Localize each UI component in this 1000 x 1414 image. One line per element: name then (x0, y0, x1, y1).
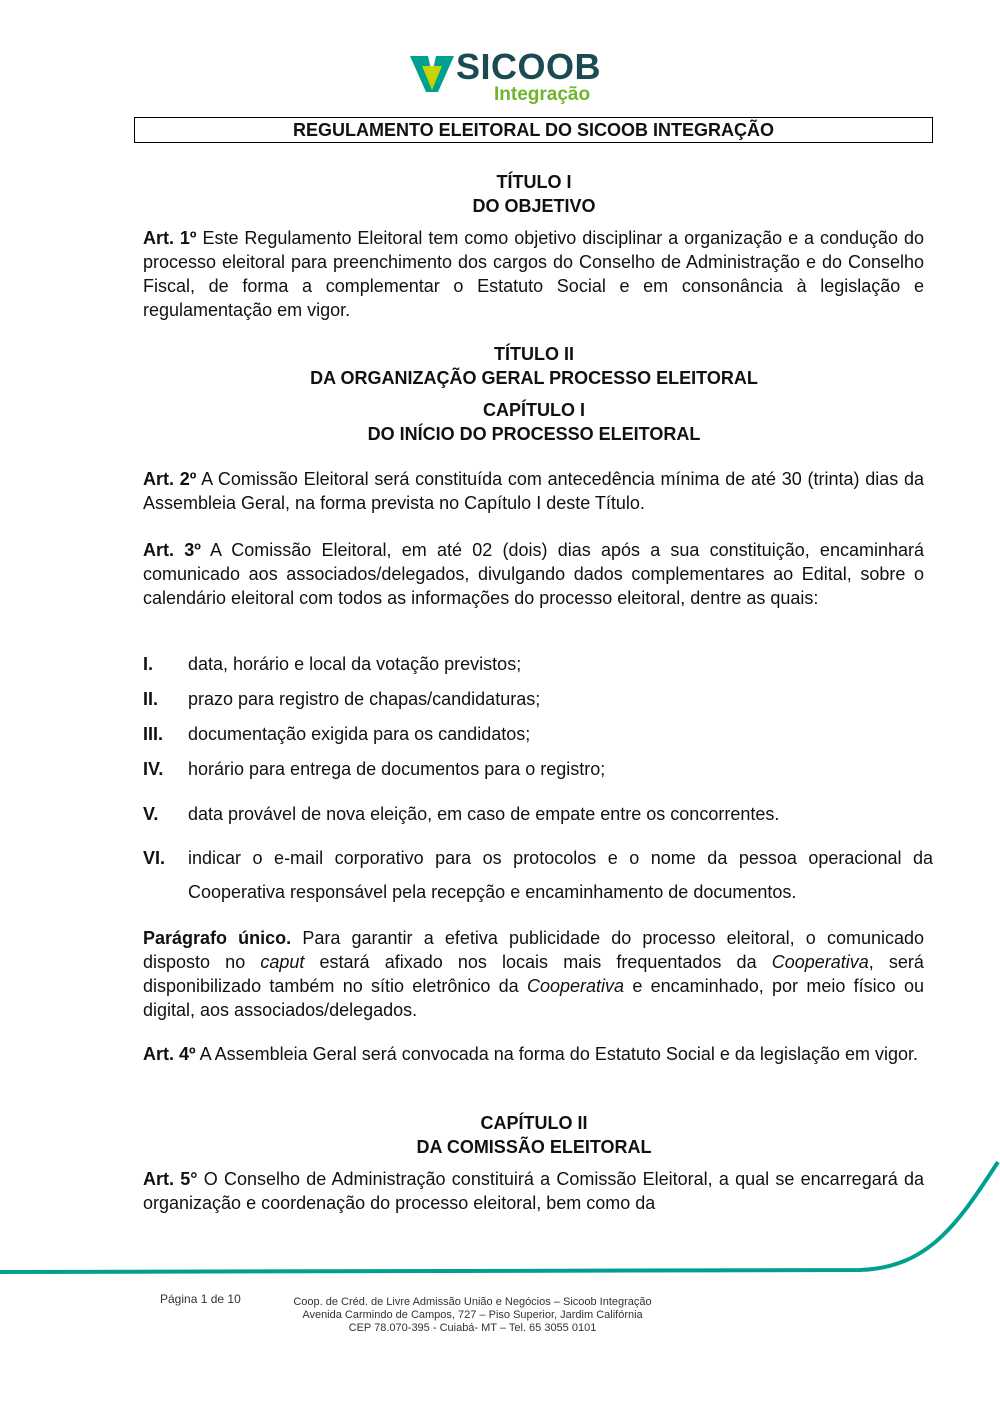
titulo-2-subheading: DA ORGANIZAÇÃO GERAL PROCESSO ELEITORAL (310, 368, 758, 388)
list-item-number: II. (143, 689, 159, 709)
titulo-1-subheading: DO OBJETIVO (472, 196, 596, 216)
footer-line-3: CEP 78.070-395 - Cuiabá- MT – Tel. 65 3055 0101 (348, 1322, 597, 1334)
paragrafo-text: estará afixado nos locais mais frequentados da (319, 952, 757, 972)
art-2-text: A Comissão Eleitoral será constituída com antecedência mínima de até 30 (trinta) dias da Assembleia Geral, na forma prevista no Capítulo I deste Título. (143, 469, 924, 513)
paragrafo-text: Para garantir a efetiva publicidade do processo eleitoral, o comunicado disposto no (143, 928, 925, 972)
titulo-1-heading: TÍTULO I (496, 172, 572, 192)
list-item-text-continuation: Cooperativa responsável pela recepção e encaminhamento de documentos. (188, 882, 797, 902)
art-3-text: A Comissão Eleitoral, em até 02 (dois) dias após a sua constituição, encaminhará comunicado aos associados/delegados, divulgando dados complementares ao Edital, sobre o calendário eleitoral com todos as informações do processo eleitoral, dentre as quais: (143, 540, 924, 608)
titulo-2-heading: TÍTULO II (494, 344, 574, 364)
capitulo-1-heading: CAPÍTULO I (483, 400, 585, 420)
list-item-text: data provável de nova eleição, em caso de empate entre os concorrentes. (188, 804, 780, 824)
footer-line-2: Avenida Carmindo de Campos, 727 – Piso Superior, Jardim Califórnia (302, 1309, 643, 1321)
paragrafo-italic: caput (260, 952, 305, 972)
footer-wave-decoration (0, 1160, 1000, 1280)
list-item-number: IV. (143, 759, 164, 779)
art-1-label: Art. 1º (143, 228, 197, 248)
page-number: Página 1 de 10 (160, 1292, 241, 1306)
paragrafo-italic: Cooperativa (526, 976, 625, 996)
footer-line-1: Coop. de Créd. de Livre Admissão União e Negócios – Sicoob Integração (293, 1296, 652, 1308)
paragrafo-unico (143, 926, 924, 1022)
capitulo-2-heading: CAPÍTULO II (480, 1113, 588, 1133)
art-5-text: O Conselho de Administração constituirá a Comissão Eleitoral, a qual se encarregará da organização e coordenação do processo eleitoral, bem como da (143, 1169, 924, 1213)
list-item-text: horário para entrega de documentos para o registro; (188, 759, 606, 779)
logo-brand: SICOOB (456, 46, 602, 87)
footer-address (270, 1296, 675, 1335)
paragrafo-text: , será disponibilizado também no sítio eletrônico da (143, 952, 924, 996)
list-item-text: documentação exigida para os candidatos; (188, 724, 531, 744)
document-title: REGULAMENTO ELEITORAL DO SICOOB INTEGRAÇÃO (134, 117, 933, 143)
list-item-number: VI. (143, 848, 166, 868)
logo-subtitle: Integração (494, 84, 591, 105)
art-1-text: Este Regulamento Eleitoral tem como objetivo disciplinar a organização e a condução do processo eleitoral para preenchimento dos cargos do Conselho de Administração e do Conselho Fiscal, de forma a complementar o Estatuto Social e em consonância à legislação e regulamentação em vigor. (143, 228, 924, 320)
capitulo-1-subheading: DO INÍCIO DO PROCESSO ELEITORAL (367, 424, 701, 444)
art-2-label: Art. 2º (143, 469, 197, 489)
capitulo-2-subheading: DA COMISSÃO ELEITORAL (416, 1137, 652, 1157)
art-4-text: A Assembleia Geral será convocada na forma do Estatuto Social e da legislação em vigor. (199, 1044, 919, 1064)
list-item-text: prazo para registro de chapas/candidaturas; (188, 689, 541, 709)
art-5-label: Art. 5° (143, 1169, 198, 1189)
art-3-label: Art. 3º (143, 540, 201, 560)
list-item-number: III. (143, 724, 164, 744)
sicoob-logo-icon (408, 52, 456, 96)
art-4 (143, 1042, 924, 1066)
art-1 (143, 226, 924, 322)
list-item-text: data, horário e local da votação previstos; (188, 654, 522, 674)
paragrafo-label: Parágrafo único. (143, 928, 292, 948)
list-item-text: indicar o e-mail corporativo para os protocolos e o nome da pessoa operacional da (188, 848, 933, 868)
list-item-number: I. (143, 654, 154, 674)
art-3 (143, 538, 924, 610)
art-2 (143, 467, 924, 515)
sicoob-logo (408, 46, 602, 108)
paragrafo-text: e encaminhado, por meio físico ou digital, aos associados/delegados. (143, 976, 924, 1020)
art-4-label: Art. 4º (143, 1044, 196, 1064)
list-item-number: V. (143, 804, 159, 824)
paragrafo-italic: Cooperativa (771, 952, 869, 972)
